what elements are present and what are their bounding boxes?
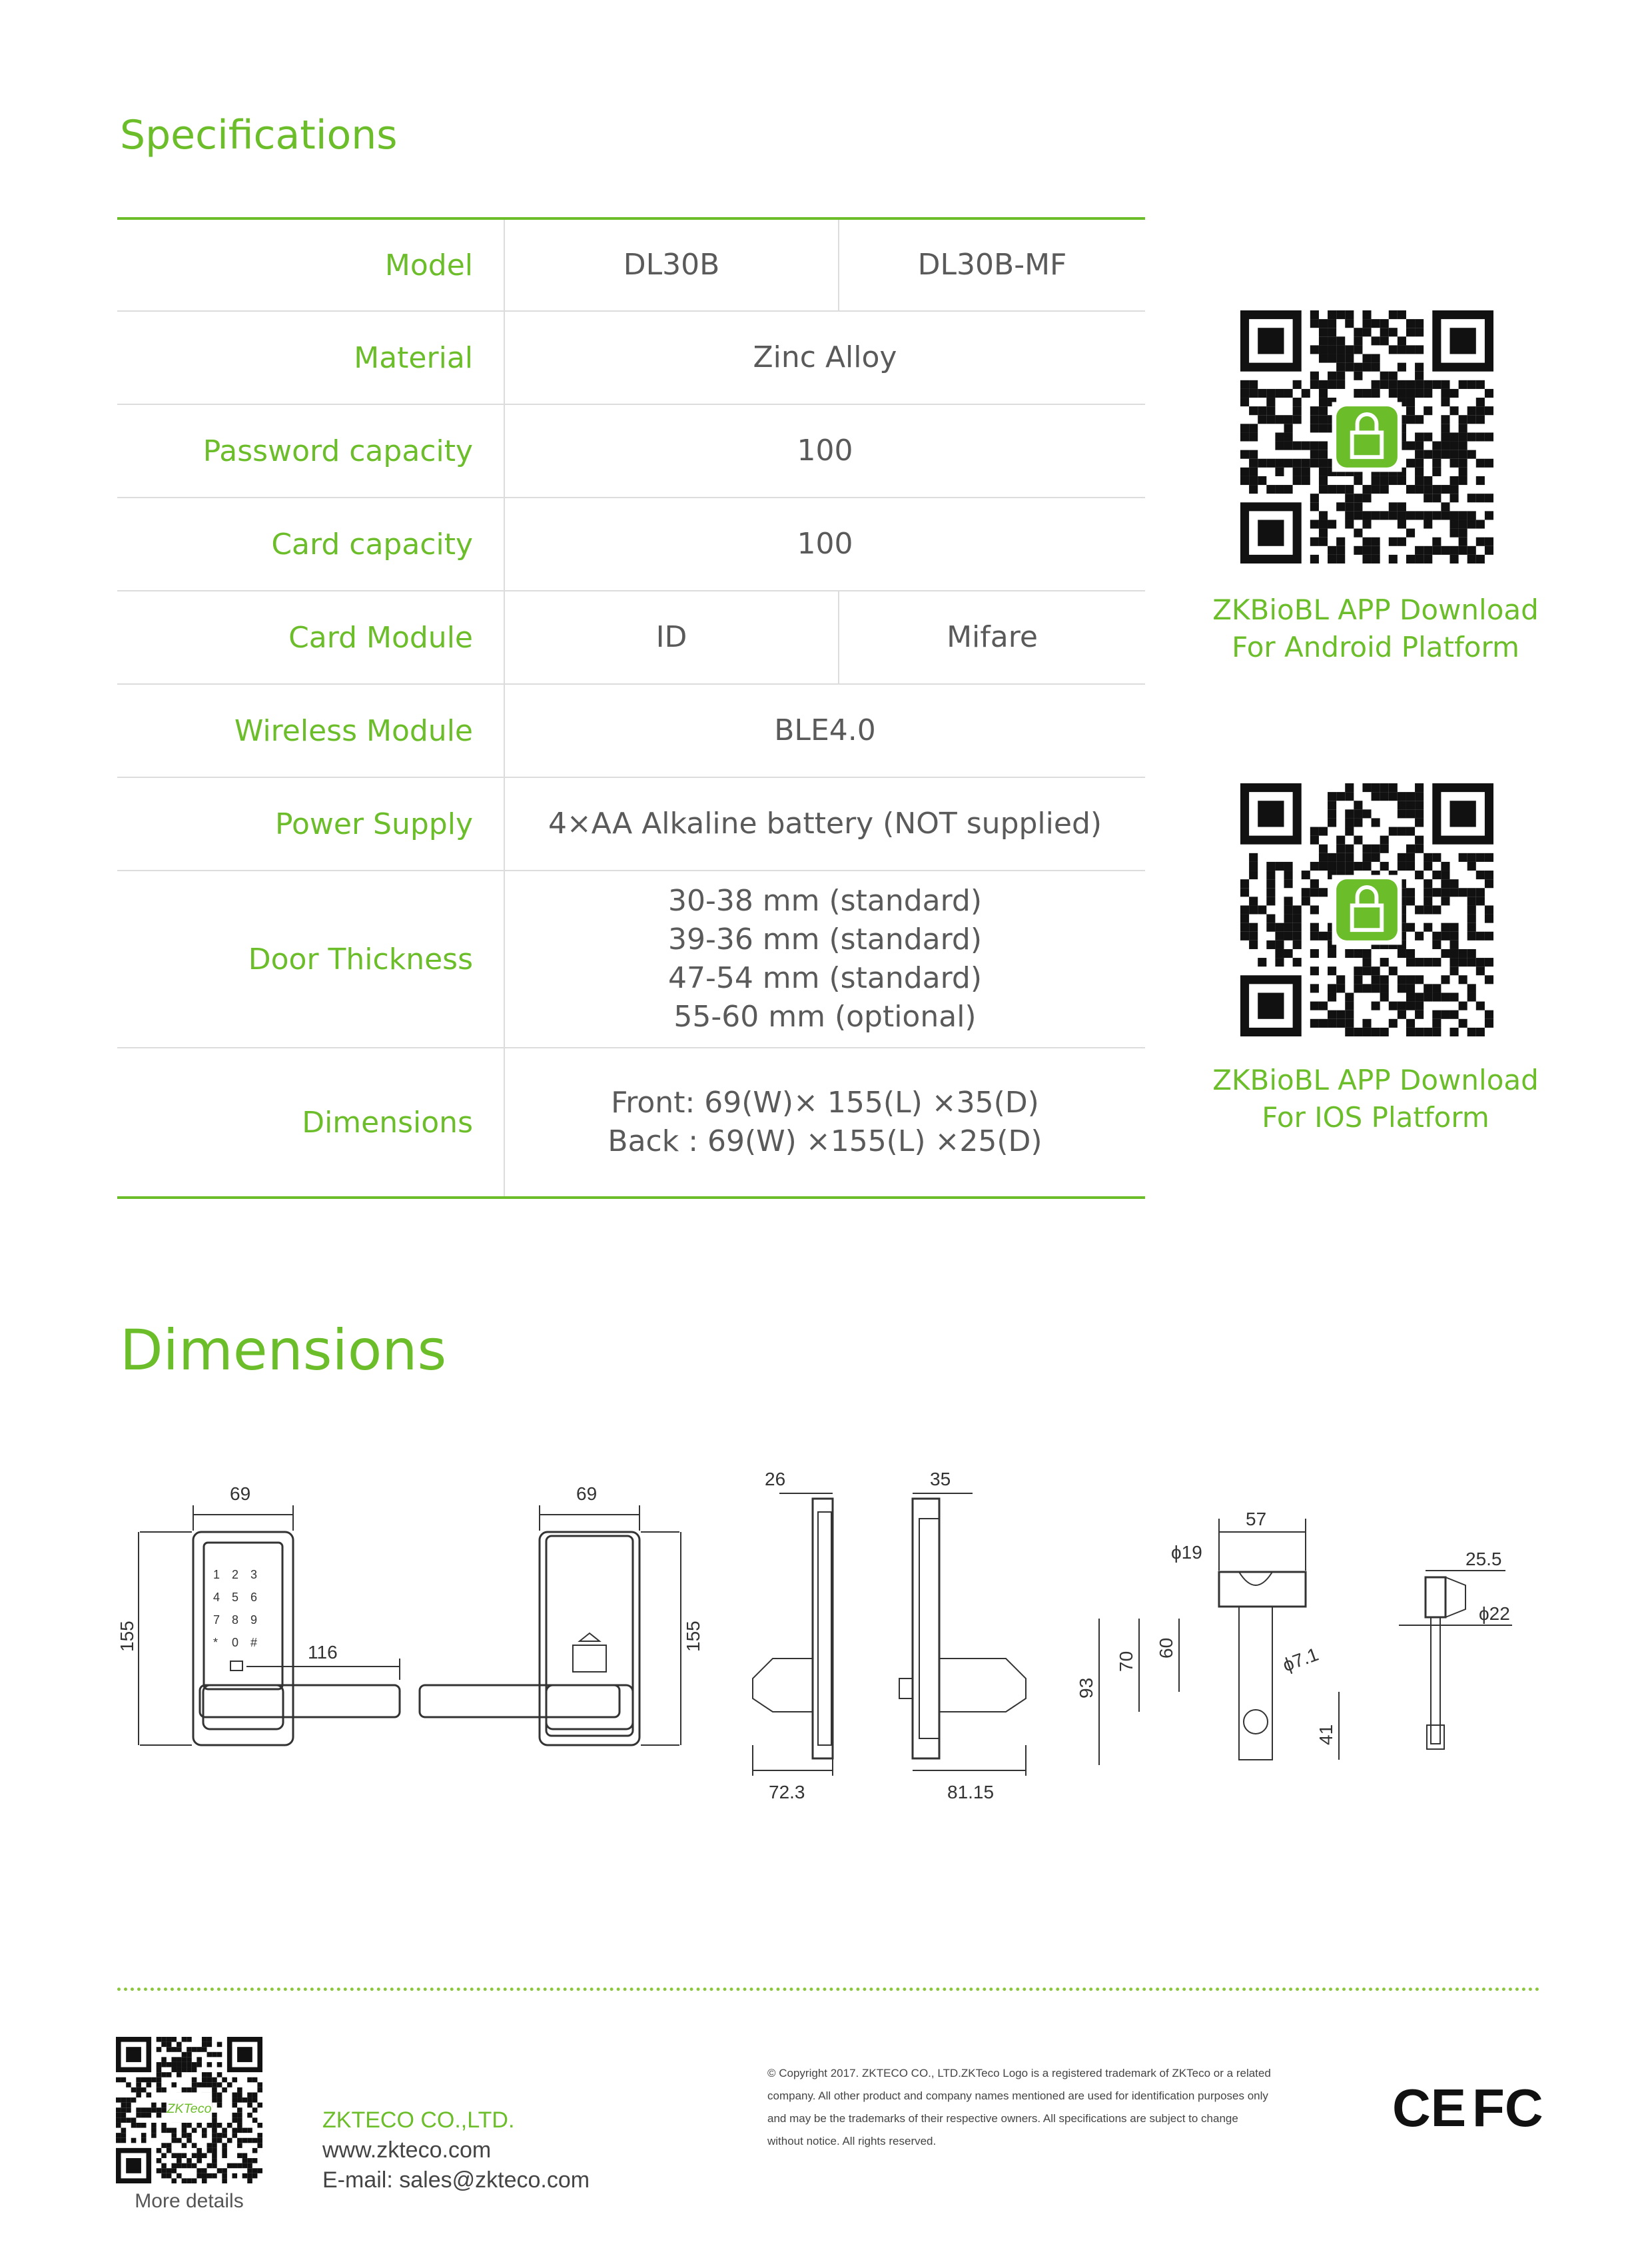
- spec-row-material: [117, 312, 1145, 405]
- latch-drawing: [1099, 1519, 1339, 1765]
- back-view-drawing: [420, 1505, 681, 1745]
- keypad-key: 8: [232, 1613, 239, 1627]
- spec-value-line: 30-38 mm (standard): [667, 884, 983, 918]
- latch-41-label: 41: [1316, 1724, 1336, 1745]
- ios-caption-line1: ZKBioBL APP Download: [1212, 1064, 1539, 1096]
- spec-row-dimensions: [117, 1048, 1145, 1196]
- latch-60-label: 60: [1156, 1637, 1176, 1659]
- front-keypad: [213, 1568, 257, 1649]
- side-back-depth-label: 35: [930, 1469, 951, 1489]
- spec-value: ID: [655, 620, 687, 654]
- spec-label: Power Supply: [275, 807, 473, 841]
- front-height-label: 155: [117, 1621, 137, 1652]
- spec-label: Model: [384, 248, 473, 282]
- spec-value-line: 39-36 mm (standard): [667, 923, 983, 956]
- keypad-key: 2: [232, 1568, 239, 1581]
- keypad-key: 4: [213, 1591, 220, 1604]
- spec-row-password-capacity: [117, 405, 1145, 498]
- more-details-label: More details: [135, 2190, 244, 2212]
- spec-value-lines: [505, 1048, 1145, 1196]
- spec-label: Material: [354, 340, 473, 375]
- spindle-drawing: [1399, 1571, 1512, 1749]
- spec-value: BLE4.0: [774, 713, 876, 747]
- footer-qr-code[interactable]: [116, 2037, 262, 2183]
- company-email[interactable]: E-mail: sales@zkteco.com: [322, 2167, 590, 2193]
- side-front-total-label: 72.3: [769, 1782, 805, 1802]
- keypad-key: *: [213, 1636, 218, 1649]
- spec-label: Card capacity: [271, 527, 473, 561]
- latch-71-label: ϕ7.1: [1280, 1643, 1322, 1676]
- copyright-notice: © Copyright 2017. ZKTECO CO., LTD.ZKTeco Logo is a registered trademark of ZKTeco or a related company. All other product and company names mentioned are used for identification purposes only and may be the trademarks of their respective owners. All specifications are subject to change without notice. All rights reserved.: [767, 2067, 1271, 2147]
- spec-value-line: Back : 69(W) ×155(L) ×25(D): [608, 1124, 1042, 1158]
- android-caption-line1: ZKBioBL APP Download: [1212, 593, 1539, 626]
- dimensions-title: Dimensions: [120, 1317, 447, 1383]
- spec-value-line: 55-60 mm (optional): [673, 1000, 977, 1034]
- side-back-total-label: 81.15: [947, 1782, 995, 1802]
- spec-label: Card Module: [288, 620, 473, 655]
- svg-text:ZKTeco: ZKTeco: [167, 2101, 212, 2116]
- fc-mark: FC: [1472, 2078, 1543, 2137]
- spec-row-model: [117, 220, 1145, 312]
- keypad-key: 0: [232, 1636, 239, 1649]
- spec-label: Door Thickness: [248, 942, 473, 976]
- spec-value: 4×AA Alkaline battery (NOT supplied): [548, 807, 1102, 841]
- side-back-drawing: [899, 1493, 1026, 1776]
- company-website[interactable]: www.zkteco.com: [322, 2137, 492, 2163]
- spec-value-line: 47-54 mm (standard): [667, 961, 983, 995]
- spec-value: Mifare: [947, 620, 1038, 654]
- spec-value: DL30B-MF: [917, 248, 1067, 282]
- footer-dotted-rule: [117, 1988, 1540, 1991]
- latch-93-label: 93: [1076, 1677, 1096, 1698]
- spec-value-lines: [505, 871, 1145, 1047]
- side-front-drawing: [753, 1493, 833, 1776]
- spec-row-power-supply: [117, 778, 1145, 871]
- spec-row-card-capacity: [117, 498, 1145, 591]
- spec-row-wireless-module: [117, 685, 1145, 778]
- android-app-caption: [1186, 591, 1565, 666]
- front-width-label: 69: [230, 1483, 251, 1504]
- latch-width-label: 57: [1246, 1509, 1267, 1529]
- certification-marks: [1392, 2078, 1552, 2138]
- spec-value: DL30B: [623, 248, 720, 282]
- keypad-key: 7: [213, 1613, 220, 1627]
- side-front-depth-label: 26: [765, 1469, 786, 1489]
- spec-label: Wireless Module: [234, 713, 473, 748]
- spindle-width-label: 25.5: [1465, 1549, 1502, 1569]
- back-width-label: 69: [576, 1483, 598, 1504]
- front-handle-label: 116: [308, 1642, 338, 1663]
- ios-app-caption: [1186, 1062, 1565, 1136]
- spec-value: Zinc Alloy: [753, 340, 897, 374]
- keypad-key: #: [250, 1636, 258, 1649]
- spec-value: 100: [797, 527, 853, 561]
- keypad-key: 1: [213, 1568, 220, 1581]
- keypad-key: 6: [250, 1591, 258, 1604]
- back-height-label: 155: [683, 1621, 703, 1652]
- spec-label: Password capacity: [203, 434, 473, 468]
- spec-row-door-thickness: [117, 871, 1145, 1048]
- latch-70-label: 70: [1116, 1651, 1136, 1672]
- ios-qr-code[interactable]: [1240, 783, 1493, 1036]
- table-bottom-rule: [117, 1196, 1145, 1199]
- spec-value: 100: [797, 434, 853, 468]
- spec-value-line: Front: 69(W)× 155(L) ×35(D): [611, 1086, 1039, 1120]
- ios-caption-line2: For IOS Platform: [1262, 1101, 1489, 1134]
- keypad-key: 9: [250, 1613, 258, 1627]
- ce-mark: CE: [1392, 2078, 1467, 2137]
- specifications-title: Specifications: [120, 112, 398, 159]
- company-name: ZKTECO CO.,LTD.: [322, 2107, 515, 2133]
- spec-row-card-module: [117, 591, 1145, 685]
- keypad-key: 5: [232, 1591, 239, 1604]
- front-view-drawing: [139, 1505, 400, 1745]
- android-caption-line2: For Android Platform: [1232, 631, 1519, 663]
- latch-dia-label: ϕ19: [1171, 1542, 1202, 1563]
- android-qr-code[interactable]: [1240, 310, 1493, 563]
- keypad-key: 3: [250, 1568, 258, 1581]
- spindle-dia-label: ϕ22: [1479, 1603, 1510, 1624]
- spec-label: Dimensions: [302, 1105, 473, 1140]
- dimension-drawings: [113, 1459, 1539, 1805]
